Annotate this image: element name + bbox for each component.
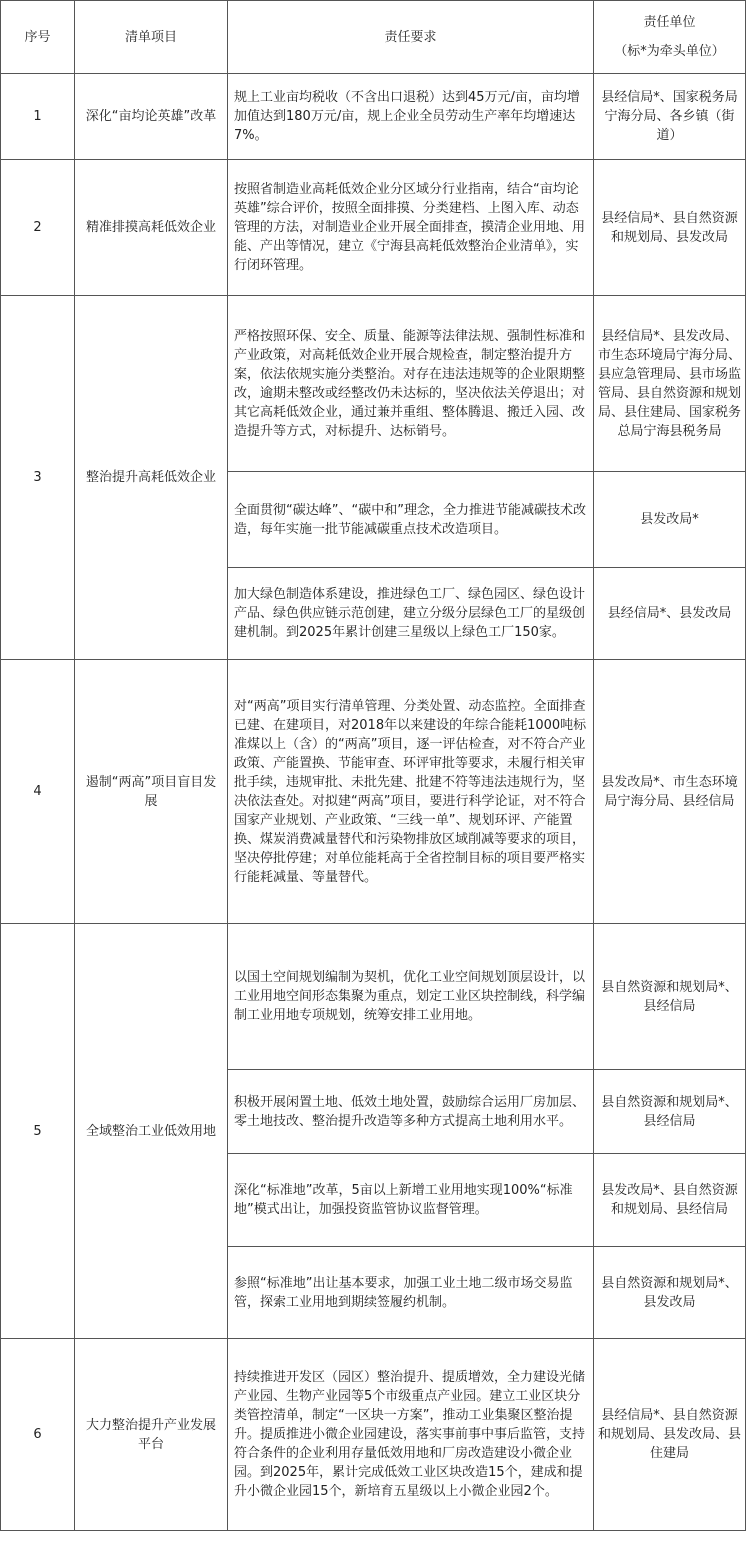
row-no: 2 <box>1 160 75 296</box>
row-requirement: 按照省制造业高耗低效企业分区域分行业指南，结合“亩均论英雄”综合评价，按照全面排摸、分类建档、上图入库、动态管理的方法，对制造业企业开展全面排查，摸清企业用地、用能、产出等情况，建立《宁海县高耗低效整治企业清单》，实行闭环管理。 <box>228 160 594 296</box>
table-row <box>1 660 746 924</box>
header-unit-note: （标*为牵头单位） <box>614 44 725 59</box>
row-unit: 县自然资源和规划局*、县经信局 <box>594 1070 746 1154</box>
row-unit: 县经信局*、县发改局 <box>594 568 746 660</box>
header-no: 序号 <box>1 1 75 74</box>
row-unit: 县经信局*、县发改局、市生态环境局宁海分局、县应急管理局、县市场监管局、县自然资源和规划局、县住建局、国家税务总局宁海县税务局 <box>594 296 746 472</box>
row-unit: 县经信局*、县自然资源和规划局、县发改局、县住建局 <box>594 1339 746 1531</box>
row-requirement: 严格按照环保、安全、质量、能源等法律法规、强制性标准和产业政策，对高耗低效企业开展合规检查，制定整治提升方案，依法依规实施分类整治。对存在违法违规等的企业限期整改，逾期未整改或经整改仍未达标的，坚决依法关停退出；对其它高耗低效企业，通过兼并重组、整体腾退、搬迁入园、改造提升等方式，对标提升、达标销号。 <box>228 296 594 472</box>
row-requirement: 积极开展闲置土地、低效土地处置，鼓励综合运用厂房加层、零土地技改、整治提升改造等多种方式提高土地利用水平。 <box>228 1070 594 1154</box>
table-row <box>1 74 746 160</box>
row-unit: 县发改局* <box>594 472 746 568</box>
row-unit: 县发改局*、县自然资源和规划局、县经信局 <box>594 1154 746 1247</box>
header-requirement: 责任要求 <box>228 1 594 74</box>
table-header-row <box>1 1 746 74</box>
row-requirement: 加大绿色制造体系建设，推进绿色工厂、绿色园区、绿色设计产品、绿色供应链示范创建，建立分级分层绿色工厂的星级创建机制。到2025年累计创建三星级以上绿色工厂150家。 <box>228 568 594 660</box>
table-row <box>1 296 746 472</box>
row-item: 深化“亩均论英雄”改革 <box>75 74 228 160</box>
row-unit: 县经信局*、县自然资源和规划局、县发改局 <box>594 160 746 296</box>
row-item: 全域整治工业低效用地 <box>75 924 228 1339</box>
row-item: 精准排摸高耗低效企业 <box>75 160 228 296</box>
row-no: 5 <box>1 924 75 1339</box>
header-unit-title: 责任单位 <box>643 15 696 30</box>
row-requirement: 参照“标准地”出让基本要求，加强工业土地二级市场交易监管，探索工业用地到期续签履约机制。 <box>228 1247 594 1339</box>
row-item: 大力整治提升产业发展平台 <box>75 1339 228 1531</box>
row-unit: 县自然资源和规划局*、县发改局 <box>594 1247 746 1339</box>
row-requirement: 持续推进开发区（园区）整治提升、提质增效，全力建设光储产业园、生物产业园等5个市级重点产业园。建立工业区块分类管控清单，制定“一区块一方案”，推动工业集聚区整治提升。提质推进小微企业园建设，落实事前事中事后监管，支持符合条件的企业利用存量低效用地和厂房改造建设小微企业园。到2025年，累计完成低效工业区块改造15个，建成和提升小微企业园15个，新培育五星级以上小微企业园2个。 <box>228 1339 594 1531</box>
row-unit: 县自然资源和规划局*、县经信局 <box>594 924 746 1070</box>
row-unit: 县经信局*、国家税务局宁海分局、各乡镇（街道） <box>594 74 746 160</box>
table-row <box>1 1339 746 1531</box>
row-item: 遏制“两高”项目盲目发展 <box>75 660 228 924</box>
row-requirement: 规上工业亩均税收（不含出口退税）达到45万元/亩，亩均增加值达到180万元/亩，规上企业全员劳动生产率年均增速达7%。 <box>228 74 594 160</box>
row-requirement: 以国土空间规划编制为契机，优化工业空间规划顶层设计，以工业用地空间形态集聚为重点，划定工业区块控制线，科学编制工业用地专项规划，统筹安排工业用地。 <box>228 924 594 1070</box>
table-row <box>1 924 746 1070</box>
row-no: 6 <box>1 1339 75 1531</box>
row-unit: 县发改局*、市生态环境局宁海分局、县经信局 <box>594 660 746 924</box>
header-item: 清单项目 <box>75 1 228 74</box>
row-requirement: 深化“标准地”改革，5亩以上新增工业用地实现100%“标准地”模式出让，加强投资监管协议监督管理。 <box>228 1154 594 1247</box>
row-no: 3 <box>1 296 75 660</box>
table-row <box>1 160 746 296</box>
row-no: 1 <box>1 74 75 160</box>
row-requirement: 全面贯彻“碳达峰”、“碳中和”理念，全力推进节能减碳技术改造，每年实施一批节能减碳重点技术改造项目。 <box>228 472 594 568</box>
header-unit <box>594 1 746 74</box>
row-no: 4 <box>1 660 75 924</box>
row-requirement: 对“两高”项目实行清单管理、分类处置、动态监控。全面排查已建、在建项目，对2018年以来建设的年综合能耗1000吨标准煤以上（含）的“两高”项目，逐一评估检查，对不符合产业政策、产能置换、节能审查、环评审批等要求，未履行相关审批手续，违规审批、未批先建、批建不符等违法违规行为，坚决依法查处。对拟建“两高”项目，要进行科学论证，对不符合国家产业规划、产业政策、“三线一单”、规划环评、产能置换、煤炭消费减量替代和污染物排放区域削减等要求的项目，坚决停批停建；对单位能耗高于全省控制目标的项目要严格实行能耗减量、等量替代。 <box>228 660 594 924</box>
row-item: 整治提升高耗低效企业 <box>75 296 228 660</box>
